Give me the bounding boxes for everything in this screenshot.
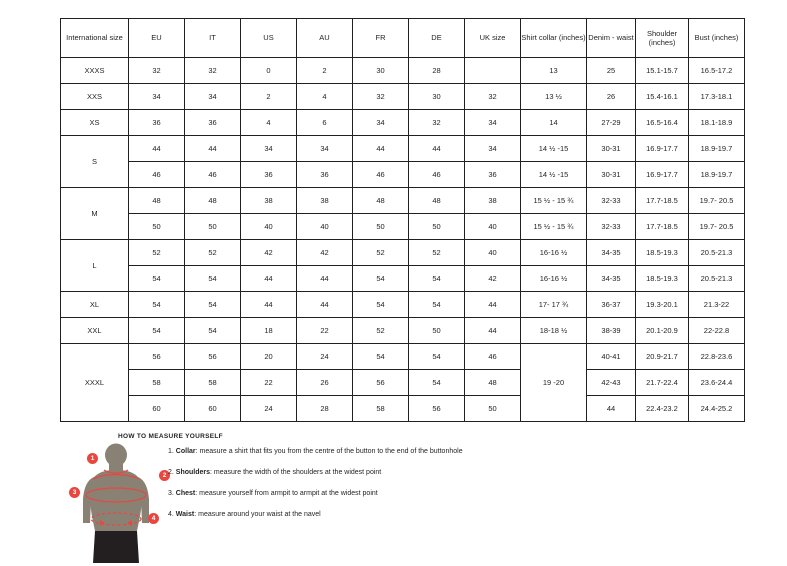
table-row xyxy=(61,214,745,240)
cell-bust-inches: 18.9-19.7 xyxy=(689,136,745,162)
cell-au: 44 xyxy=(297,292,353,318)
cell-eu: 60 xyxy=(129,396,185,422)
cell-bust-inches: 17.3-18.1 xyxy=(689,84,745,110)
table-row xyxy=(61,188,745,214)
cell-au: 44 xyxy=(297,266,353,292)
cell-au: 40 xyxy=(297,214,353,240)
cell-us: 34 xyxy=(241,136,297,162)
cell-bust-inches: 23.6-24.4 xyxy=(689,370,745,396)
cell-us: 0 xyxy=(241,58,297,84)
cell-au: 22 xyxy=(297,318,353,344)
cell-shoulder-inches: 15.1-15.7 xyxy=(636,58,689,84)
cell-denim-waist: 44 xyxy=(587,396,636,422)
cell-fr: 52 xyxy=(353,318,409,344)
cell-uk-size: 42 xyxy=(465,266,521,292)
cell-eu: 54 xyxy=(129,266,185,292)
cell-shirt-collar-inches: 14 ½ -15 xyxy=(521,136,587,162)
cell-bust-inches: 19.7- 20.5 xyxy=(689,214,745,240)
cell-shoulder-inches: 17.7-18.5 xyxy=(636,188,689,214)
cell-uk-size: 50 xyxy=(465,396,521,422)
cell-de: 30 xyxy=(409,84,465,110)
table-row xyxy=(61,266,745,292)
cell-uk-size: 36 xyxy=(465,162,521,188)
cell-uk-size: 38 xyxy=(465,188,521,214)
measure-item-label: Collar xyxy=(175,448,196,455)
cell-bust-inches: 22.8-23.6 xyxy=(689,344,745,370)
cell-us: 42 xyxy=(241,240,297,266)
cell-shirt-collar-inches: 16-16 ½ xyxy=(521,240,587,266)
table-row xyxy=(61,396,745,422)
size-chart-table xyxy=(60,18,745,422)
cell-eu: 48 xyxy=(129,188,185,214)
cell-bust-inches: 22-22.8 xyxy=(689,318,745,344)
cell-fr: 34 xyxy=(353,110,409,136)
cell-uk-size: 40 xyxy=(465,214,521,240)
cell-international-size: XXS xyxy=(61,84,129,110)
cell-shoulder-inches: 21.7-22.4 xyxy=(636,370,689,396)
measure-item-number: 4. xyxy=(168,510,176,518)
cell-shirt-collar-inches: 14 xyxy=(521,110,587,136)
cell-shoulder-inches: 22.4-23.2 xyxy=(636,396,689,422)
table-row xyxy=(61,84,745,110)
table-row xyxy=(61,292,745,318)
cell-us: 18 xyxy=(241,318,297,344)
cell-au: 34 xyxy=(297,136,353,162)
cell-it: 34 xyxy=(185,84,241,110)
cell-au: 36 xyxy=(297,162,353,188)
cell-us: 2 xyxy=(241,84,297,110)
table-row xyxy=(61,240,745,266)
cell-de: 54 xyxy=(409,266,465,292)
cell-uk-size: 44 xyxy=(465,292,521,318)
cell-bust-inches: 16.5-17.2 xyxy=(689,58,745,84)
cell-it: 56 xyxy=(185,344,241,370)
cell-fr: 30 xyxy=(353,58,409,84)
cell-au: 24 xyxy=(297,344,353,370)
cell-de: 50 xyxy=(409,214,465,240)
cell-denim-waist: 38-39 xyxy=(587,318,636,344)
cell-shirt-collar-inches: 15 ½ - 15 ¾ xyxy=(521,188,587,214)
measure-instruction-item xyxy=(168,490,688,498)
cell-uk-size: 34 xyxy=(465,110,521,136)
cell-bust-inches: 18.9-19.7 xyxy=(689,162,745,188)
measure-item-number: 1. xyxy=(168,448,176,455)
cell-it: 50 xyxy=(185,214,241,240)
table-row xyxy=(61,344,745,370)
cell-de: 50 xyxy=(409,318,465,344)
cell-shoulder-inches: 15.4-16.1 xyxy=(636,84,689,110)
cell-fr: 56 xyxy=(353,370,409,396)
measure-instruction-item xyxy=(168,469,688,477)
cell-denim-waist: 32-33 xyxy=(587,188,636,214)
table-row xyxy=(61,370,745,396)
cell-shirt-collar-inches: 13 xyxy=(521,58,587,84)
cell-fr: 54 xyxy=(353,266,409,292)
column-header-au: AU xyxy=(297,19,353,58)
cell-it: 46 xyxy=(185,162,241,188)
table-body xyxy=(61,58,745,422)
cell-us: 24 xyxy=(241,396,297,422)
callout-1: 1 xyxy=(87,453,98,464)
cell-us: 44 xyxy=(241,266,297,292)
cell-us: 36 xyxy=(241,162,297,188)
cell-de: 54 xyxy=(409,344,465,370)
figure-head xyxy=(105,444,127,467)
cell-de: 28 xyxy=(409,58,465,84)
cell-eu: 56 xyxy=(129,344,185,370)
cell-denim-waist: 40-41 xyxy=(587,344,636,370)
cell-eu: 44 xyxy=(129,136,185,162)
cell-shoulder-inches: 16.9-17.7 xyxy=(636,136,689,162)
column-header-us: US xyxy=(241,19,297,58)
cell-shirt-collar-inches: 14 ½ -15 xyxy=(521,162,587,188)
measure-item-number: 3. xyxy=(168,489,176,497)
cell-us: 44 xyxy=(241,292,297,318)
cell-shirt-collar-inches: 13 ½ xyxy=(521,84,587,110)
cell-international-size: S xyxy=(61,136,129,188)
cell-fr: 32 xyxy=(353,84,409,110)
measure-item-number: 2. xyxy=(168,468,176,476)
cell-international-size: XXXS xyxy=(61,58,129,84)
cell-de: 32 xyxy=(409,110,465,136)
column-header-de: DE xyxy=(409,19,465,58)
cell-us: 22 xyxy=(241,370,297,396)
cell-us: 40 xyxy=(241,214,297,240)
cell-fr: 58 xyxy=(353,396,409,422)
cell-eu: 50 xyxy=(129,214,185,240)
cell-eu: 54 xyxy=(129,292,185,318)
cell-shoulder-inches: 18.5-19.3 xyxy=(636,240,689,266)
cell-eu: 36 xyxy=(129,110,185,136)
cell-uk-size xyxy=(465,58,521,84)
cell-us: 38 xyxy=(241,188,297,214)
cell-eu: 46 xyxy=(129,162,185,188)
cell-eu: 52 xyxy=(129,240,185,266)
cell-bust-inches: 24.4-25.2 xyxy=(689,396,745,422)
column-header-uk-size: UK size xyxy=(465,19,521,58)
cell-denim-waist: 30-31 xyxy=(587,136,636,162)
cell-bust-inches: 20.5-21.3 xyxy=(689,266,745,292)
cell-denim-waist: 32-33 xyxy=(587,214,636,240)
body-measurement-figure xyxy=(60,443,170,563)
cell-de: 52 xyxy=(409,240,465,266)
cell-eu: 54 xyxy=(129,318,185,344)
callout-3: 3 xyxy=(69,487,80,498)
measure-instruction-item xyxy=(168,448,688,456)
cell-international-size: L xyxy=(61,240,129,292)
column-header-it: IT xyxy=(185,19,241,58)
measure-item-text: : measure the width of the shoulders at the widest point xyxy=(210,468,382,476)
cell-fr: 54 xyxy=(353,344,409,370)
cell-shirt-collar-inches: 18-18 ½ xyxy=(521,318,587,344)
cell-uk-size: 46 xyxy=(465,344,521,370)
cell-au: 2 xyxy=(297,58,353,84)
cell-uk-size: 44 xyxy=(465,318,521,344)
cell-it: 48 xyxy=(185,188,241,214)
cell-uk-size: 48 xyxy=(465,370,521,396)
table-row xyxy=(61,58,745,84)
cell-eu: 34 xyxy=(129,84,185,110)
cell-au: 42 xyxy=(297,240,353,266)
column-header-eu: EU xyxy=(129,19,185,58)
table-row xyxy=(61,110,745,136)
column-header-fr: FR xyxy=(353,19,409,58)
cell-us: 20 xyxy=(241,344,297,370)
cell-de: 54 xyxy=(409,292,465,318)
cell-de: 48 xyxy=(409,188,465,214)
measure-item-label: Shoulders xyxy=(175,468,211,476)
cell-au: 6 xyxy=(297,110,353,136)
cell-denim-waist: 30-31 xyxy=(587,162,636,188)
cell-shoulder-inches: 19.3-20.1 xyxy=(636,292,689,318)
cell-denim-waist: 26 xyxy=(587,84,636,110)
cell-international-size: XL xyxy=(61,292,129,318)
measure-instruction-item xyxy=(168,511,688,519)
cell-eu: 32 xyxy=(129,58,185,84)
cell-international-size: XS xyxy=(61,110,129,136)
cell-denim-waist: 42-43 xyxy=(587,370,636,396)
column-header-bust: Bust (inches) xyxy=(689,19,745,58)
measure-item-text: : measure yourself from armpit to armpit at the widest point xyxy=(195,489,378,497)
measure-item-text: : measure around your waist at the navel xyxy=(194,510,321,518)
cell-shoulder-inches: 17.7-18.5 xyxy=(636,214,689,240)
cell-it: 52 xyxy=(185,240,241,266)
cell-it: 32 xyxy=(185,58,241,84)
cell-au: 4 xyxy=(297,84,353,110)
figure-shorts xyxy=(93,531,139,563)
cell-shirt-collar-inches: 19 -20 xyxy=(521,344,587,422)
cell-it: 36 xyxy=(185,110,241,136)
cell-international-size: XXL xyxy=(61,318,129,344)
cell-denim-waist: 34-35 xyxy=(587,240,636,266)
cell-fr: 46 xyxy=(353,162,409,188)
table-row xyxy=(61,162,745,188)
cell-shoulder-inches: 20.9-21.7 xyxy=(636,344,689,370)
table-row xyxy=(61,318,745,344)
cell-uk-size: 32 xyxy=(465,84,521,110)
measure-item-label: Waist xyxy=(175,510,195,518)
cell-denim-waist: 34-35 xyxy=(587,266,636,292)
cell-bust-inches: 19.7- 20.5 xyxy=(689,188,745,214)
cell-de: 56 xyxy=(409,396,465,422)
cell-de: 54 xyxy=(409,370,465,396)
cell-international-size: XXXL xyxy=(61,344,129,422)
cell-fr: 50 xyxy=(353,214,409,240)
figure-illustration xyxy=(60,443,170,563)
column-header-denim-waist: Denim - waist xyxy=(587,19,636,58)
cell-au: 26 xyxy=(297,370,353,396)
cell-fr: 54 xyxy=(353,292,409,318)
cell-shirt-collar-inches: 17- 17 ¾ xyxy=(521,292,587,318)
cell-denim-waist: 36-37 xyxy=(587,292,636,318)
cell-au: 28 xyxy=(297,396,353,422)
cell-it: 60 xyxy=(185,396,241,422)
cell-denim-waist: 25 xyxy=(587,58,636,84)
measure-item-label: Chest xyxy=(175,489,196,497)
cell-au: 38 xyxy=(297,188,353,214)
measurement-instructions-list xyxy=(168,448,688,532)
table-header-row xyxy=(61,19,745,58)
cell-uk-size: 34 xyxy=(465,136,521,162)
cell-de: 44 xyxy=(409,136,465,162)
cell-bust-inches: 21.3-22 xyxy=(689,292,745,318)
cell-it: 44 xyxy=(185,136,241,162)
column-header-international-size: International size xyxy=(61,19,129,58)
cell-fr: 44 xyxy=(353,136,409,162)
cell-bust-inches: 18.1-18.9 xyxy=(689,110,745,136)
callout-2: 2 xyxy=(159,470,170,481)
cell-shoulder-inches: 16.5-16.4 xyxy=(636,110,689,136)
cell-uk-size: 40 xyxy=(465,240,521,266)
cell-denim-waist: 27-29 xyxy=(587,110,636,136)
cell-eu: 58 xyxy=(129,370,185,396)
cell-it: 54 xyxy=(185,266,241,292)
table-row xyxy=(61,136,745,162)
cell-it: 54 xyxy=(185,292,241,318)
cell-fr: 52 xyxy=(353,240,409,266)
cell-de: 46 xyxy=(409,162,465,188)
cell-shoulder-inches: 20.1-20.9 xyxy=(636,318,689,344)
cell-it: 54 xyxy=(185,318,241,344)
cell-bust-inches: 20.5-21.3 xyxy=(689,240,745,266)
cell-shoulder-inches: 16.9-17.7 xyxy=(636,162,689,188)
measure-item-text: : measure a shirt that fits you from the centre of the button to the end of the buttonhole xyxy=(195,448,463,455)
cell-it: 58 xyxy=(185,370,241,396)
column-header-shoulder: Shoulder (inches) xyxy=(636,19,689,58)
cell-international-size: M xyxy=(61,188,129,240)
cell-shirt-collar-inches: 16-16 ½ xyxy=(521,266,587,292)
cell-us: 4 xyxy=(241,110,297,136)
column-header-shirt-collar: Shirt collar (inches) xyxy=(521,19,587,58)
cell-shoulder-inches: 18.5-19.3 xyxy=(636,266,689,292)
cell-fr: 48 xyxy=(353,188,409,214)
cell-shirt-collar-inches: 15 ½ - 15 ¾ xyxy=(521,214,587,240)
callout-4: 4 xyxy=(148,513,159,524)
how-to-measure-title: HOW TO MEASURE YOURSELF xyxy=(118,433,223,440)
